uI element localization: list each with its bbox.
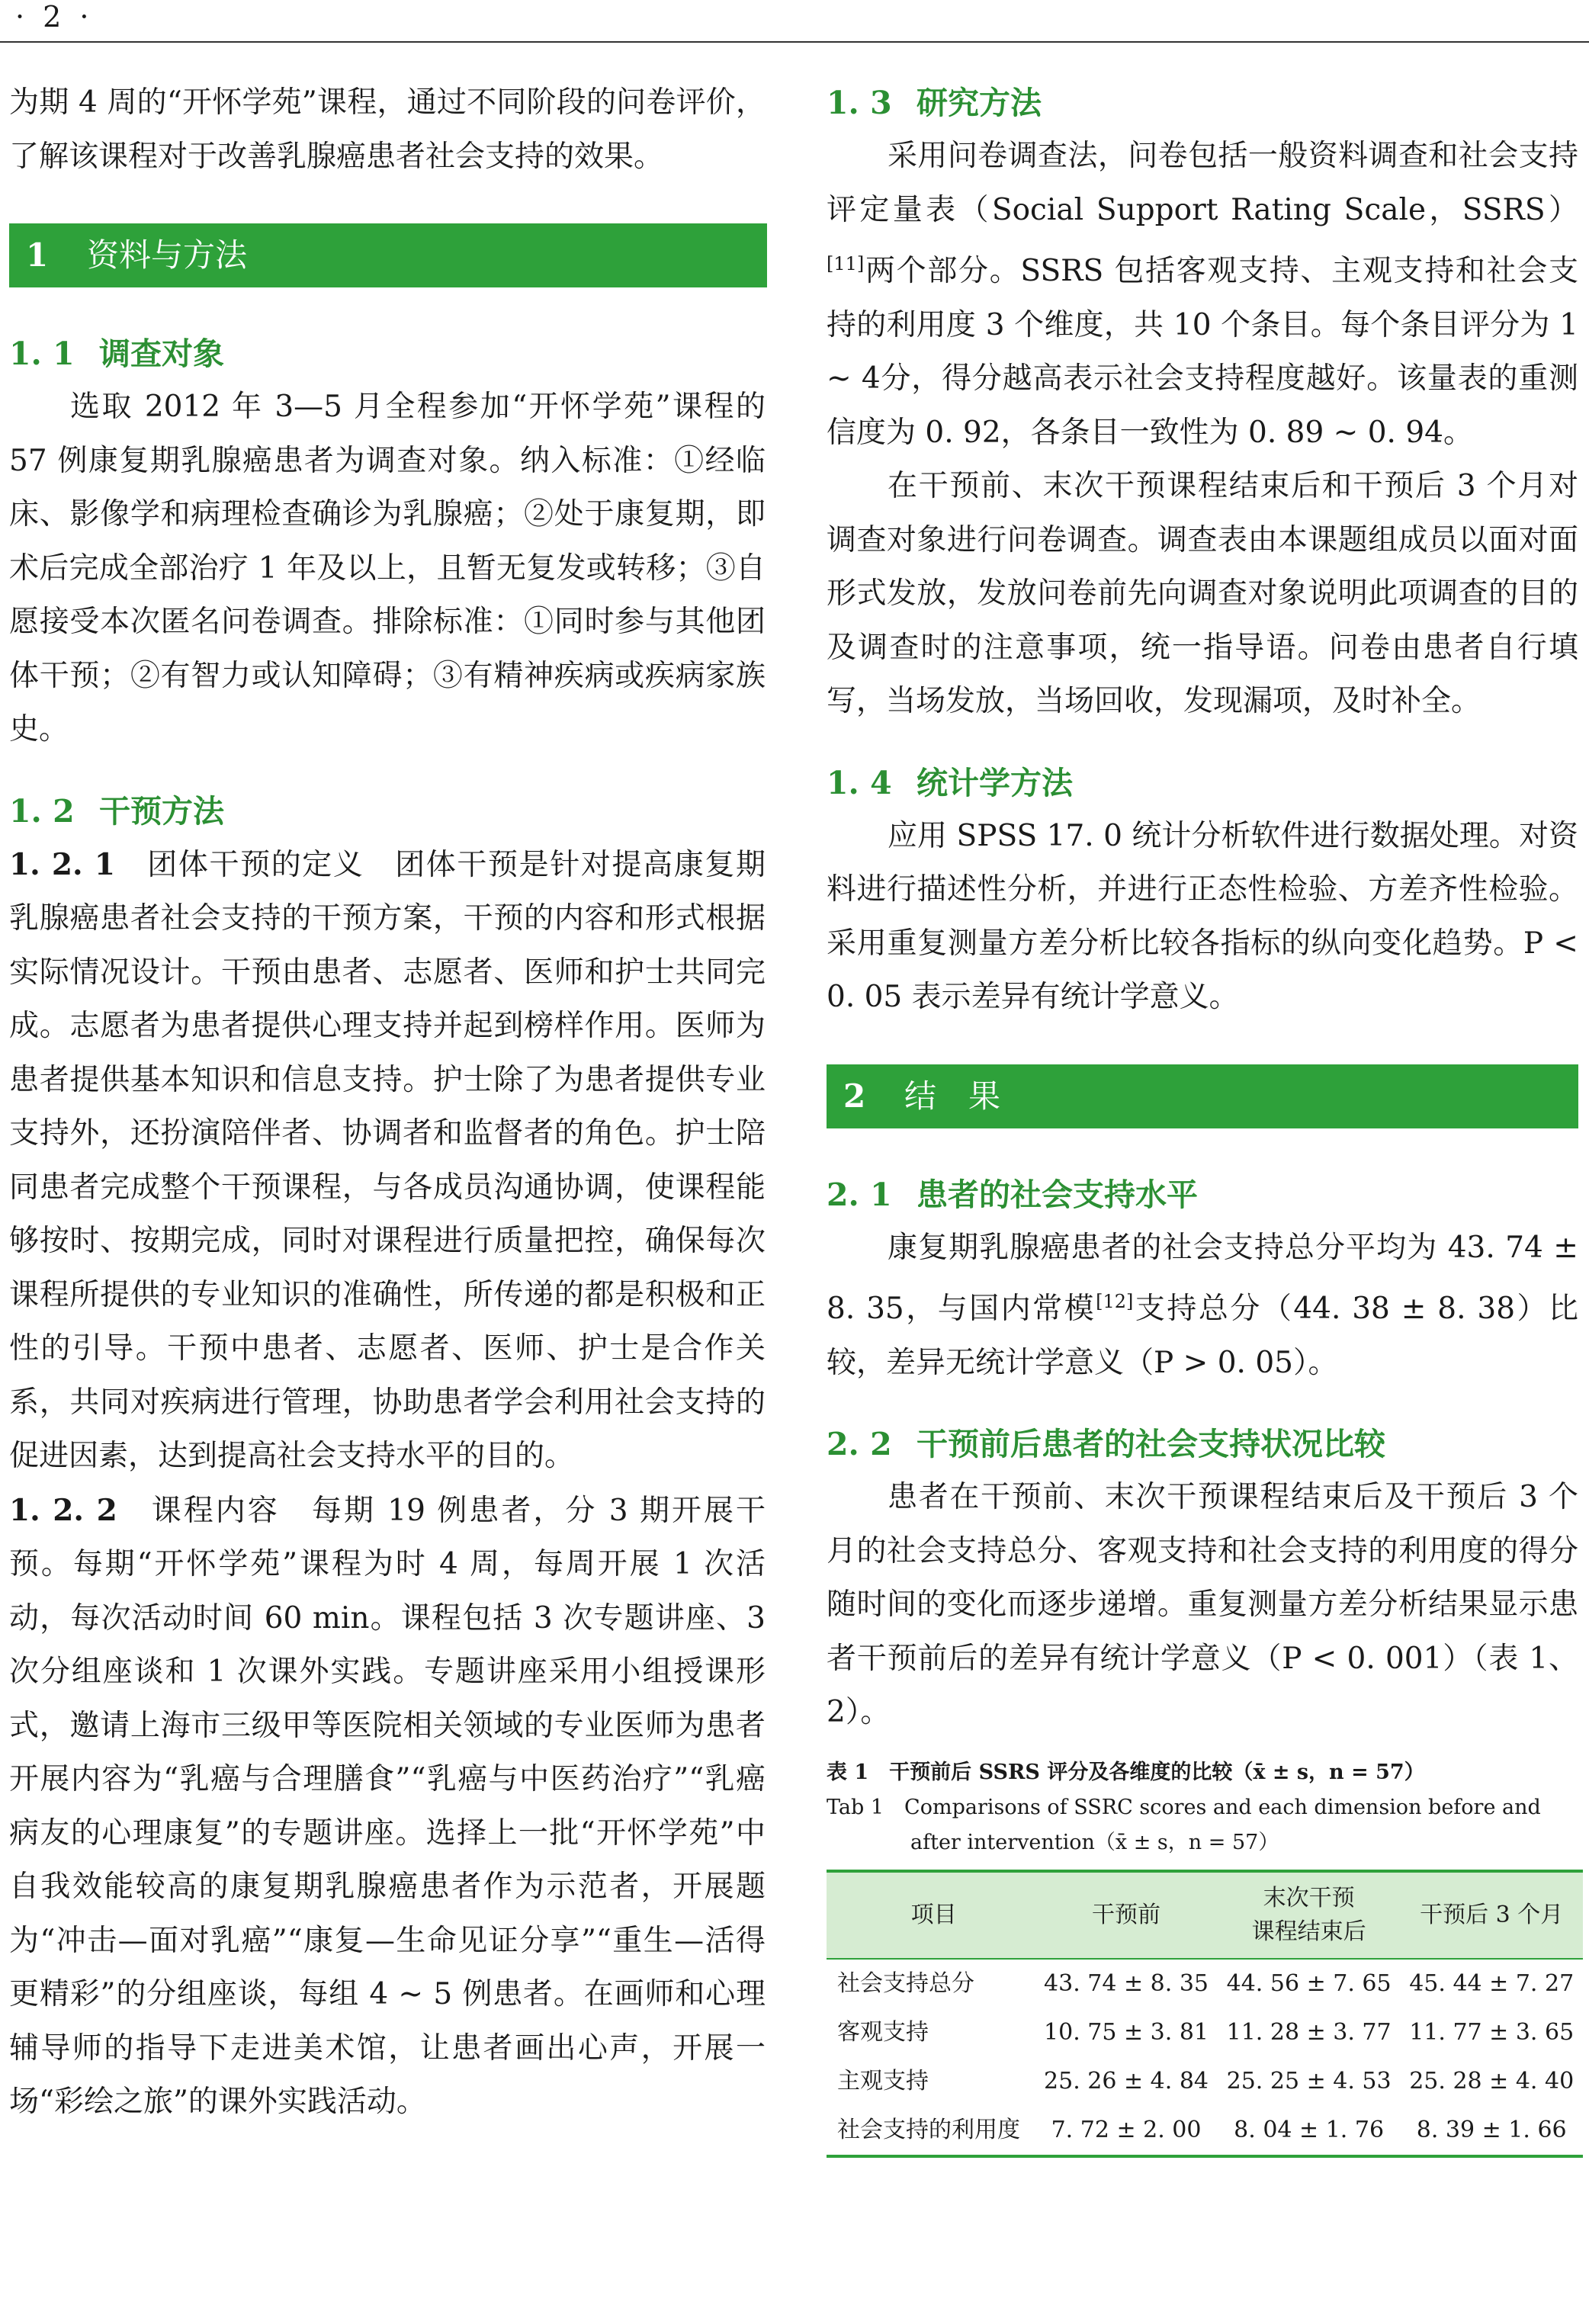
table-cell: 8. 04 ± 1. 76 xyxy=(1218,2106,1401,2156)
subsection-heading-1-4: 1. 4 统计学方法 xyxy=(827,764,1073,801)
table-cell: 8. 39 ± 1. 66 xyxy=(1400,2106,1583,2156)
table-cell: 社会支持总分 xyxy=(837,1969,974,1997)
table-cell: 客观支持 xyxy=(837,2018,929,2046)
table-cell: 44. 56 ± 7. 65 xyxy=(1226,1969,1392,1997)
table-row xyxy=(827,1959,1583,2008)
subsection-1-2-2-paragraph: 1. 2. 2 课程内容 每期 19 例患者，分 3 期开展干预。每期“开怀学苑”课程为时 4 周，每周开展 1 次活动，每次活动时间 60 min。课程包括 3 次专题讲座、3 次分组座谈和 1 次课外实践。专题讲座采用小组授课形式，邀请上海市三级甲等医院相关领域的专业医师为患者开展内容为“乳癌与合理膳食”“乳癌与中医药治疗”“乳癌病友的心理康复”的专题讲座。选择上一批“开怀学苑”中自我效能较高的康复期乳腺癌患者作为示范者，开展题为“冲击—面对乳癌”“康复—生命见证分享”“重生—活得更精彩”的分组座谈，每组 4 ~ 5 例患者。在画师和心理辅导师的指导下走进美术馆，让患者画出心声，开展一场“彩绘之旅”的课外实践活动。 xyxy=(9,1492,766,2119)
citation: [11] xyxy=(827,253,865,274)
table-row xyxy=(827,2106,1583,2156)
table-header-cell: 干预前 xyxy=(1035,1871,1218,1959)
table-cell: 主观支持 xyxy=(837,2067,929,2094)
subsection-1-3-paragraph-2: 在干预前、末次干预课程结束后和干预后 3 个月对调查对象进行问卷调查。调查表由本课题组成员以面对面形式发放，发放问卷前先向调查对象说明此项调查的目的及调查时的注意事项，统一指导语。问卷由患者自行填写，当场发放，当场回收，发现漏项，及时补全。 xyxy=(827,469,1578,718)
subsection-heading-2-1: 2. 1 患者的社会支持水平 xyxy=(827,1176,1198,1213)
table-cell: 45. 44 ± 7. 27 xyxy=(1409,1969,1575,1997)
subsection-heading-1-1: 1. 1 调查对象 xyxy=(9,335,224,372)
intro-paragraph: 为期 4 周的“开怀学苑”课程，通过不同阶段的问卷评价，了解该课程对于改善乳腺癌患者社会支持的效果。 xyxy=(9,85,766,174)
right-column xyxy=(827,76,1578,2158)
header-rule xyxy=(0,41,1589,43)
table-caption-en: Tab 1 Comparisons of SSRC scores and each dimension before and after intervention（x̄ ± s，n = 57） xyxy=(827,1795,1541,1854)
subsubsection-title: 团体干预的定义 xyxy=(147,847,364,882)
table-cell: 7. 72 ± 2. 00 xyxy=(1035,2106,1218,2156)
subsection-heading-2-2: 2. 2 干预前后患者的社会支持状况比较 xyxy=(827,1426,1385,1462)
section-heading-1 xyxy=(9,223,767,287)
table-cell: 11. 77 ± 3. 65 xyxy=(1409,2018,1575,2046)
subsection-1-1-paragraph: 选取 2012 年 3—5 月全程参加“开怀学苑”课程的 57 例康复期乳腺癌患者为调查对象。纳入标准：①经临床、影像学和病理检查确诊为乳腺癌；②处于康复期，即术后完成全部治疗 1 年及以上，且暂无复发或转移；③自愿接受本次匿名问卷调查。排除标准：①同时参与其他团体干预；②有智力或认知障碍；③有精神疾病或疾病家族史。 xyxy=(9,390,766,746)
table-row xyxy=(827,2057,1583,2106)
table-cell: 11. 28 ± 3. 77 xyxy=(1226,2018,1392,2046)
subsection-heading-1-3: 1. 3 研究方法 xyxy=(827,85,1042,121)
table-cell: 43. 74 ± 8. 35 xyxy=(1044,1969,1209,1997)
left-column xyxy=(9,76,766,2130)
section-heading-2 xyxy=(827,1064,1578,1128)
subsubsection-number: 1. 2. 1 xyxy=(9,846,115,882)
page-number: · 2 · xyxy=(15,0,94,34)
table-cell: 25. 25 ± 4. 53 xyxy=(1226,2067,1392,2094)
section-number: 2 xyxy=(843,1077,866,1115)
subsection-2-2-paragraph: 患者在干预前、末次干预课程结束后及干预后 3 个月的社会支持总分、客观支持和社会支持的利用度的得分随时间的变化而逐步递增。重复测量方差分析结果显示患者干预前后的差异有统计学意义（P < 0. 001）（表 1、2）。 xyxy=(827,1480,1578,1729)
table-1 xyxy=(827,1870,1583,2158)
subsection-1-4-paragraph: 应用 SPSS 17. 0 统计分析软件进行数据处理。对资料进行描述性分析，并进行正态性检验、方差齐性检验。采用重复测量方差分析比较各指标的纵向变化趋势。P < 0. 05 表示差异有统计学意义。 xyxy=(827,818,1578,1014)
section-number: 1 xyxy=(26,236,49,274)
table-row xyxy=(827,2008,1583,2057)
subsection-1-2-1-paragraph: 1. 2. 1 团体干预的定义 团体干预是针对提高康复期乳腺癌患者社会支持的干预方案，干预的内容和形式根据实际情况设计。干预由患者、志愿者、医师和护士共同完成。志愿者为患者提供心理支持并起到榜样作用。医师为患者提供基本知识和信息支持。护士除了为患者提供专业支持外，还扮演陪伴者、协调者和监督者的角色。护士陪同患者完成整个干预课程，与各成员沟通协调，使课程能够按时、按期完成，同时对课程进行质量把控，确保每次课程所提供的专业知识的准确性，所传递的都是积极和正性的引导。干预中患者、志愿者、医师、护士是合作关系，共同对疾病进行管理，协助患者学会利用社会支持的促进因素，达到提高社会支持水平的目的。 xyxy=(9,846,766,1473)
table-cell: 10. 75 ± 3. 81 xyxy=(1044,2018,1209,2046)
table-header-row xyxy=(827,1871,1583,1959)
subsection-2-1-paragraph: 康复期乳腺癌患者的社会支持总分平均为 43. 74 ± 8. 35，与国内常模[12]支持总分（44. 38 ± 8. 38）比较，差异无统计学意义（P > 0. 05）。 xyxy=(827,1230,1578,1380)
subsection-1-3-paragraph-1: 采用问卷调查法，问卷包括一般资料调查和社会支持评定量表（Social Support Rating Scale，SSRS）[11]两个部分。SSRS 包括客观支持、主观支持和社会支持的利用度 3 个维度，共 10 个条目。每个条目评分为 1 ~ 4分，得分越高表示社会支持程度越好。该量表的重测信度为 0. 92，各条目一致性为 0. 89 ~ 0. 94。 xyxy=(827,139,1578,450)
table-caption-cn: 表 1 干预前后 SSRS 评分及各维度的比较（x̄ ± s，n = 57） xyxy=(827,1760,1425,1784)
table-cell: 25. 28 ± 4. 40 xyxy=(1409,2067,1575,2094)
table-header-cell: 干预后 3 个月 xyxy=(1400,1871,1583,1959)
table-cell: 25. 26 ± 4. 84 xyxy=(1044,2067,1209,2094)
subsubsection-title: 课程内容 xyxy=(151,1493,280,1528)
subsubsection-number: 1. 2. 2 xyxy=(9,1492,117,1528)
table-header-cell: 项目 xyxy=(827,1871,1035,1959)
subsection-heading-1-2: 1. 2 干预方法 xyxy=(9,792,224,830)
section-title: 结 果 xyxy=(904,1077,1001,1115)
table-cell: 社会支持的利用度 xyxy=(827,2106,1035,2156)
citation: [12] xyxy=(1096,1291,1134,1312)
section-title: 资料与方法 xyxy=(87,236,248,274)
table-header-cell: 末次干预 课程结束后 xyxy=(1218,1871,1401,1959)
